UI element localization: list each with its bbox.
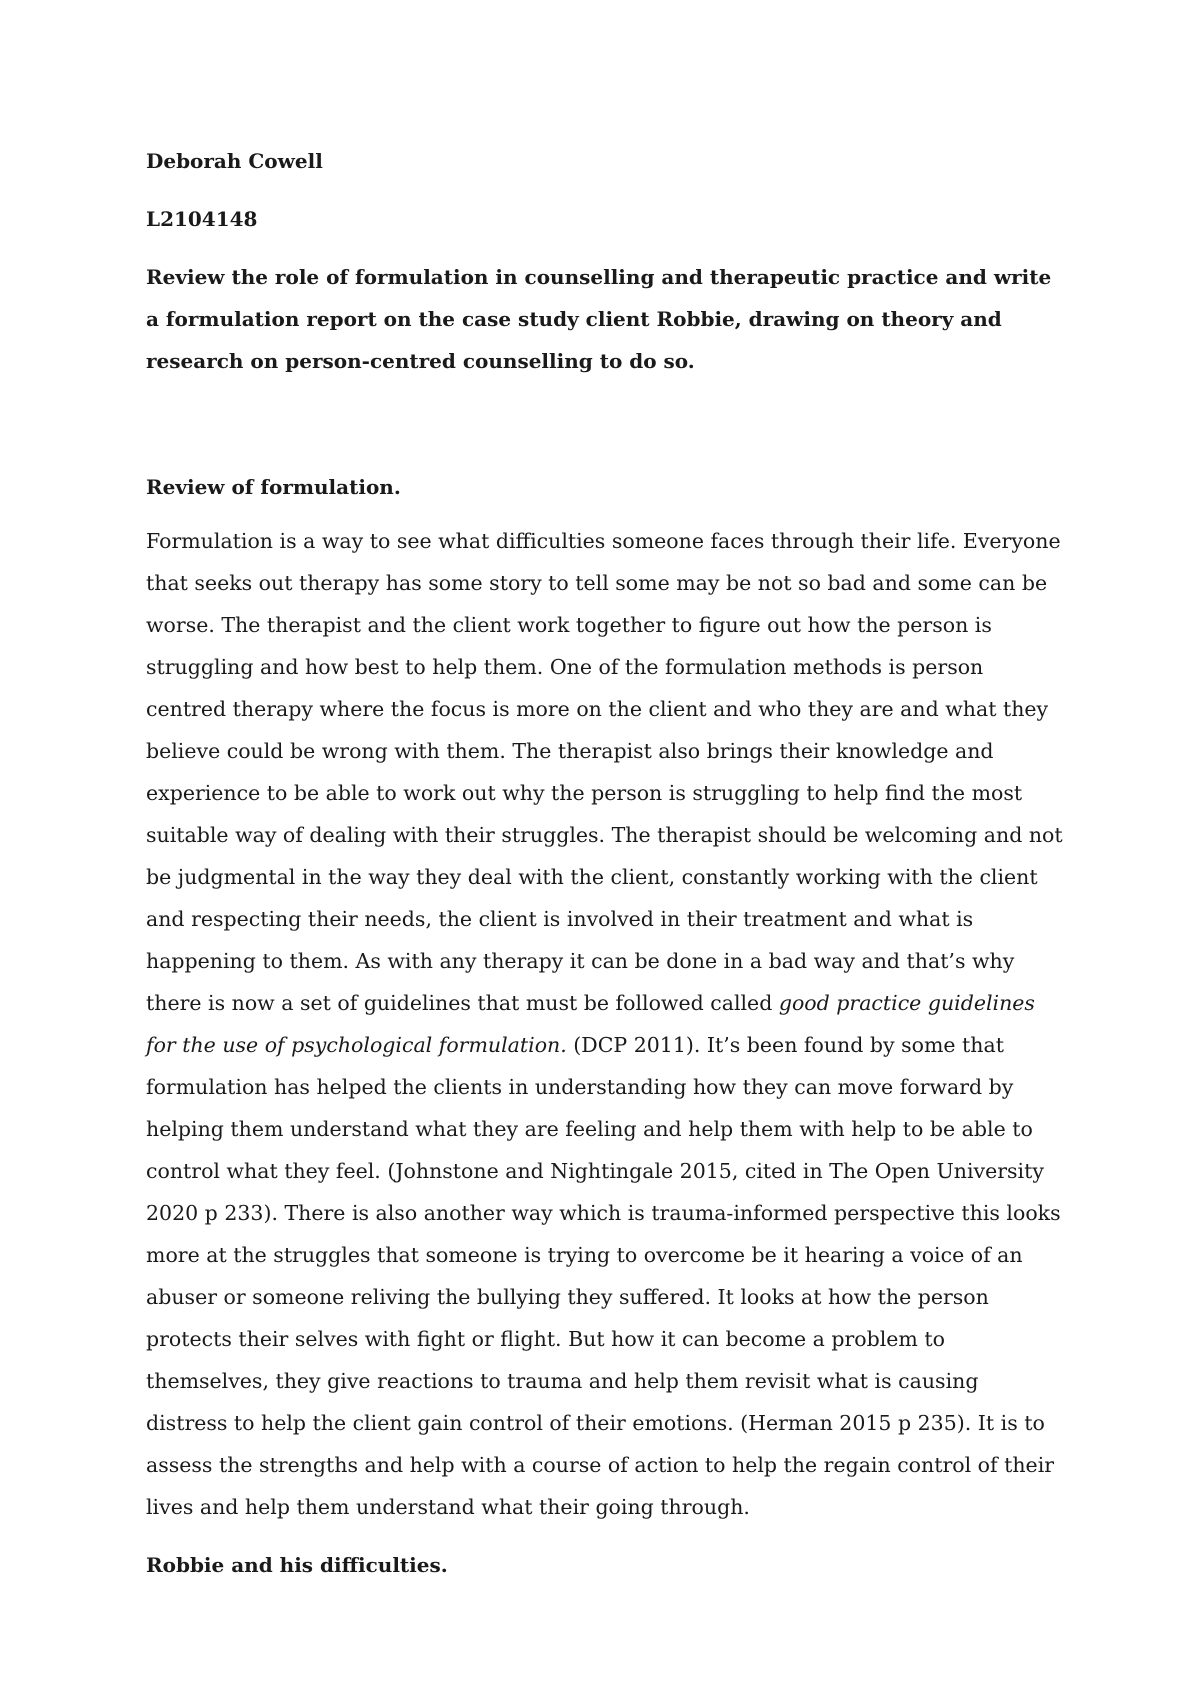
document-page — [146, 140, 1066, 1586]
body-paragraph — [146, 520, 1066, 1528]
student-id: L2104148 — [146, 207, 258, 231]
section-heading-robbie: Robbie and his difficulties. — [146, 1553, 448, 1577]
author-name: Deborah Cowell — [146, 149, 323, 173]
paragraph-text-part1: Formulation is a way to see what difficulties someone faces through their life. Everyone that seeks out therapy has some story to tell some may be not so bad and some can be worse. The therapist and the client work together to figure out how the person is struggling and how best to help them. One of the formulation methods is person centred therapy where the focus is more on the client and who they are and what they believe could be wrong with them. The therapist also brings their knowledge and experience to be able to work out why the person is struggling to help find the most suitable way of dealing with their struggles. The therapist should be welcoming and not be judgmental in the way they deal with the client, constantly working with the client and respecting their needs, the client is involved in their treatment and what is happening to them. As with any therapy it can be done in a bad way and that’s why there is now a set of guidelines that must be followed called — [146, 529, 1063, 1015]
paragraph-text-part2: (DCP 2011). It’s been found by some that formulation has helped the clients in understanding how they can move forward by helping them understand what they are feeling and help them with help to be able to control what they feel. (Johnstone and Nightingale 2015, cited in The Open University 2020 p 233). There is also another way which is trauma-informed perspective this looks more at the struggles that someone is trying to overcome be it hearing a voice of an abuser or someone reliving the bullying they suffered. It looks at how the person protects their selves with fight or flight. But how it can become a problem to themselves, they give reactions to trauma and help them revisit what is causing distress to help the client gain control of their emotions. (Herman 2015 p 235). It is to assess the strengths and help with a course of action to help the regain control of their lives and help them understand what their going through. — [146, 1033, 1061, 1519]
section-heading-review: Review of formulation. — [146, 475, 401, 499]
essay-question: Review the role of formulation in counselling and therapeutic practice and write a formulation report on the case study client Robbie, drawing on theory and research on person-centred counselling to do so. — [146, 265, 1052, 373]
italic-guideline-title: good practice guidelines for the use of psychological formulation. — [146, 991, 1035, 1057]
